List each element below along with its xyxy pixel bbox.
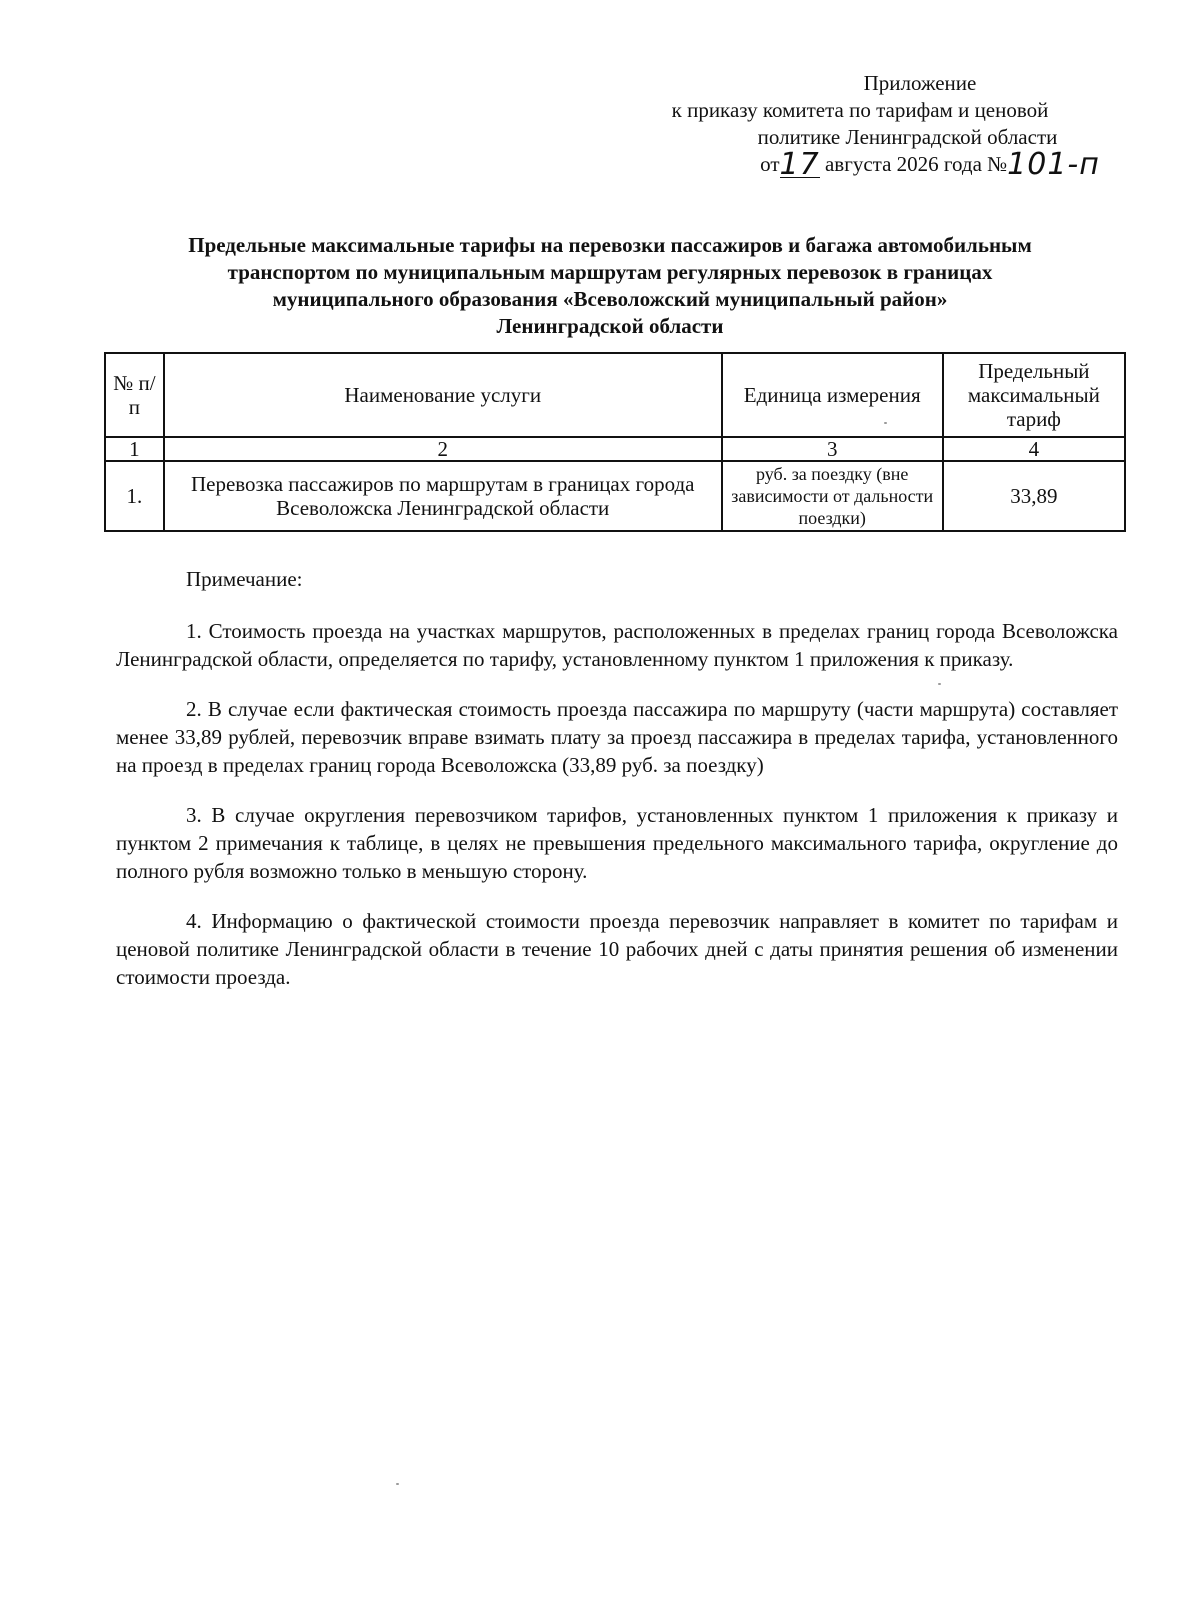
appendix-committee-line: политике Ленинградской области <box>757 125 1058 149</box>
note-item: 4. Информацию о фактической стоимости проезда перевозчик направляет в комитет по тарифам и ценовой политике Ленинградской области в течение 10 рабочих дней с даты принятия решения об изменении стоимости проезда. <box>116 909 1118 989</box>
appendix-order-line: к приказу комитета по тарифам и ценовой <box>671 98 1049 122</box>
table-index-row <box>105 437 1125 461</box>
notes-section <box>116 565 1118 1013</box>
row-num: 1. <box>105 461 164 531</box>
scan-speck <box>884 422 887 424</box>
title-line-2: транспортом по муниципальным маршрутам регулярных перевозок в границах <box>227 260 993 284</box>
header-name: Наименование услуги <box>164 353 722 437</box>
notes-heading: Примечание: <box>186 567 303 591</box>
title-line-3: муниципального образования «Всеволожский муниципальный район» <box>272 287 948 311</box>
handwritten-day: 17 <box>779 147 820 182</box>
row-tariff-value: 33,89 <box>943 461 1125 531</box>
handwritten-order-number: 101-п <box>1007 147 1100 182</box>
title-line-4: Ленинградской области <box>496 314 724 338</box>
index-cell: 2 <box>164 437 722 461</box>
date-month-year: августа 2026 года № <box>824 152 1008 176</box>
table-row <box>105 461 1125 531</box>
index-cell: 3 <box>722 437 943 461</box>
header-num: № п/п <box>105 353 164 437</box>
scan-speck <box>396 1483 399 1485</box>
note-item: 1. Стоимость проезда на участках маршрутов, расположенных в пределах границ города Всеволожска Ленинградской области, определяется по тарифу, установленному пунктом 1 приложения к приказу. <box>116 619 1118 671</box>
date-prefix: от <box>760 152 780 176</box>
note-item: 2. В случае если фактическая стоимость проезда пассажира по маршруту (части маршрута) составляет менее 33,89 рублей, перевозчик вправе взимать плату за проезд пассажира в пределах тарифа, установленного на проезд в пределах границ города Всеволожска (33,89 руб. за поездку) <box>116 697 1118 777</box>
header-unit: Единица измерения <box>722 353 943 437</box>
index-cell: 1 <box>105 437 164 461</box>
index-cell: 4 <box>943 437 1125 461</box>
table-header-row <box>105 353 1125 437</box>
document-title <box>120 232 1100 340</box>
header-tariff: Предельный максимальный тариф <box>943 353 1125 437</box>
appendix-header <box>610 70 1110 182</box>
row-service-name: Перевозка пассажиров по маршрутам в границах города Всеволожска Ленинградской области <box>164 461 722 531</box>
scan-speck <box>938 683 941 685</box>
note-item: 3. В случае округления перевозчиком тарифов, установленных пунктом 1 приложения к приказу и пунктом 2 примечания к таблице, в целях не превышения предельного максимального тарифа, округление до полного рубля возможно только в меньшую сторону. <box>116 803 1118 883</box>
tariff-table <box>104 352 1126 532</box>
title-line-1: Предельные максимальные тарифы на перевозки пассажиров и багажа автомобильным <box>188 233 1032 257</box>
appendix-title: Приложение <box>863 71 977 95</box>
row-unit: руб. за поездку (вне зависимости от дальности поездки) <box>722 461 943 531</box>
appendix-date-line <box>610 147 1110 182</box>
